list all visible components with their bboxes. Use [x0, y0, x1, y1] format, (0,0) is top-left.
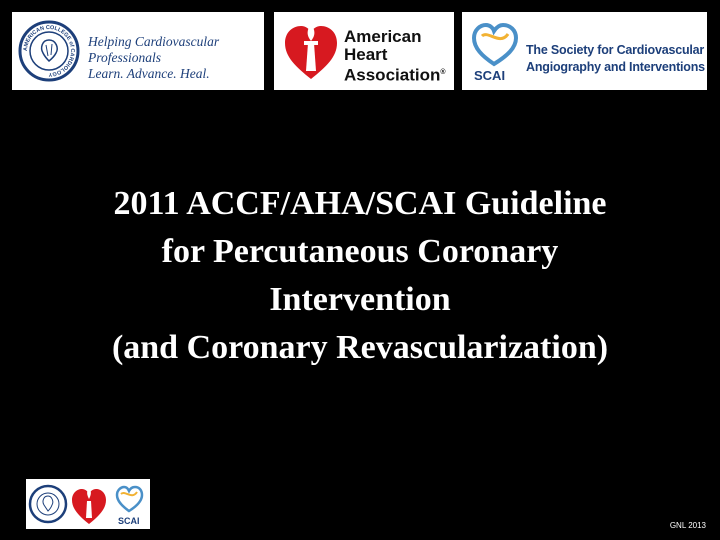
scai-logo-banner [462, 12, 707, 90]
footer-scai-abbr: SCAI [118, 516, 140, 526]
scai-title-line-2: Angiography and Interventions [526, 60, 705, 74]
footer-logo-strip [26, 479, 150, 529]
scai-title-line-1: The Society for Cardiovascular [526, 43, 705, 57]
accf-logo-banner [12, 12, 264, 90]
acc-seal-text: AMERICAN COLLEGE of CARDIOLOGY [22, 24, 76, 78]
footer-aha-heart-icon [72, 487, 106, 524]
footer-scai-heart-icon [117, 487, 142, 526]
footer-logos [26, 479, 150, 529]
accf-tagline-line-1: Helping Cardiovascular Professionals [88, 34, 220, 65]
aha-heart-torch-icon [282, 19, 340, 83]
aha-line-3: Association [344, 65, 441, 85]
title-line-4: (and Coronary Revascularization) [111, 329, 609, 366]
aha-line-2: Heart [344, 45, 388, 64]
title-line-3: Intervention [269, 281, 451, 318]
acc-seal-icon [18, 20, 80, 82]
scai-heart-icon [470, 20, 520, 84]
aha-logo-banner [274, 12, 454, 90]
scai-title [526, 42, 705, 76]
slide-title [20, 180, 700, 372]
title-line-2: for Percutaneous Coronary [161, 233, 559, 270]
scai-abbr: SCAI [474, 68, 506, 83]
accf-tagline-line-2: Learn. Advance. Heal. [88, 66, 210, 81]
aha-line-1: American [344, 27, 422, 46]
credit-text: GNL 2013 [669, 521, 706, 530]
title-line-1: 2011 ACCF/AHA/SCAI Guideline [113, 185, 607, 222]
aha-wordmark [344, 28, 446, 85]
registered-mark: ® [440, 69, 446, 76]
footer-acc-seal-icon [30, 486, 66, 522]
accf-tagline [88, 34, 264, 82]
